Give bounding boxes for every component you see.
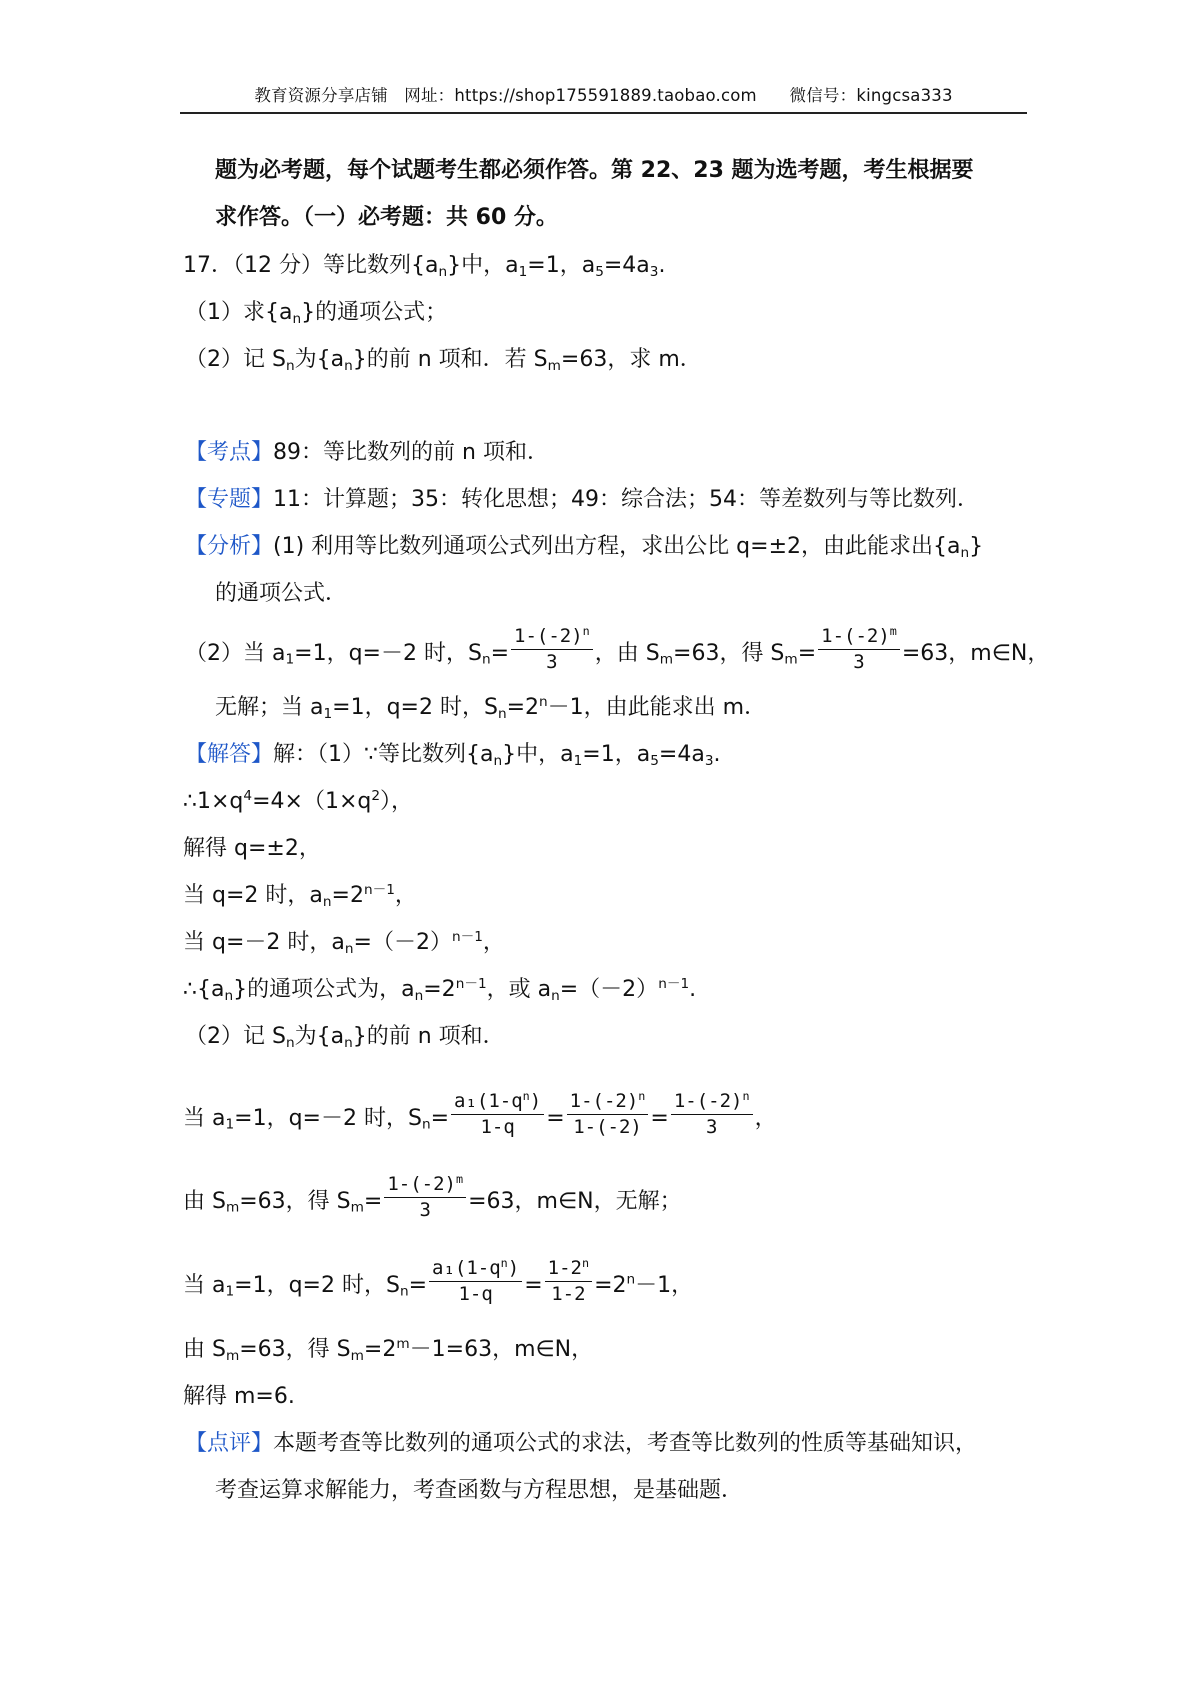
intro-line-1: 题为必考题，每个试题考生都必须作答。第 22、23 题为选考题，考生根据要 [215, 158, 974, 183]
fraction-sn-general: $\frac{a_1(1-q^n)}{1-q}$ [451, 1091, 544, 1139]
fraction-sn-q2-general: $\frac{a_1(1-q^n)}{1-q}$ [429, 1258, 522, 1306]
fraction-sn-q2-step: $\frac{1-2^n}{1-2}$ [545, 1258, 592, 1306]
problem-part-1: （1）求$\{a_n\}$的通项公式； [185, 300, 448, 327]
solution-line-12: 解得 m=6. [183, 1384, 295, 1409]
solution-line-9: 由 $S_m=63$，得 $S_m=$ $\frac{1-(-2)^m}{3}$ =63，m∈N，无解； [183, 1171, 682, 1221]
fenxi-tag: 【分析】 [185, 534, 274, 559]
jieda-line-1: 【解答】解：（1）∵等比数列$\{a_n\}$中，$a_1=1$，$a_5=4a_3$. [185, 742, 721, 769]
fraction-sm-solution: $\frac{1-(-2)^m}{3}$ [384, 1174, 466, 1222]
header-shop: 教育资源分享店铺 [254, 86, 388, 105]
fraction-sn-result: $\frac{1-(-2)^n}{3}$ [671, 1091, 753, 1139]
solution-line-7: （2）记 $S_n$为$\{a_n\}$的前 n 项和． [185, 1024, 505, 1051]
zhuanti-tag: 【专题】 [185, 487, 274, 512]
solution-line-3: 解得 q=±2， [183, 836, 321, 861]
solution-line-11: 由 $S_m=63$，得 $S_m=2^m-1=63$，m∈N， [183, 1335, 594, 1364]
header-url[interactable]: https://shop175591889.taobao.com [454, 86, 757, 105]
kaodian-line: 【考点】89：等比数列的前 n 项和． [185, 440, 549, 465]
fenxi-line-2: 的通项公式． [215, 581, 348, 606]
fenxi-line-3: （2）当 $a_1=1$，q=－2 时，$S_n=$ $\frac{1-(-2)^n}{3}$ ，由 $S_m=63$，得 $S_m=$ $\frac{1-(-2)^m}{3}$ =63，m∈N， [185, 623, 1050, 673]
fenxi-line-4: 无解；当 $a_1=1$，q=2 时，$S_n=2^n-1$，由此能求出 m． [215, 693, 767, 722]
fraction-sn-step: $\frac{1-(-2)^n}{1-(-2)}$ [567, 1091, 649, 1139]
solution-line-4: 当 q=2 时，$a_n=2^{n-1}$， [183, 881, 417, 910]
kaodian-tag: 【考点】 [185, 440, 274, 465]
dianping-line-2: 考查运算求解能力，考查函数与方程思想，是基础题． [215, 1478, 744, 1503]
solution-line-10: 当 $a_1=1$，q=2 时，$S_n=$ $\frac{a_1(1-q^n)}{1-q}$ = $\frac{1-2^n}{1-2}$ $=2^n-1$， [183, 1255, 694, 1305]
solution-line-5: 当 q=－2 时，$a_n=(-2)^{n-1}$， [183, 928, 505, 957]
problem-stem: 17．（12 分）等比数列$\{a_n\}$中，$a_1=1$，$a_5=4a_3$. [183, 253, 666, 280]
fenxi-line-1: 【分析】(1) 利用等比数列通项公式列出方程，求出公比 q=±2，由此能求出$\{a_n\}$ [185, 534, 984, 561]
jieda-tag: 【解答】 [185, 742, 274, 767]
fraction-sn: $\frac{1-(-2)^n}{3}$ [511, 626, 593, 674]
problem-part-2: （2）记 $S_n$为$\{a_n\}$的前 n 项和．若 $S_m=63$，求 m． [185, 347, 702, 374]
zhuanti-line: 【专题】11：计算题；35：转化思想；49：综合法；54：等差数列与等比数列． [185, 487, 979, 512]
intro-line-2: 求作答。（一）必考题：共 60 分。 [215, 205, 558, 230]
solution-line-2: $\therefore 1\times q^4=4\times(1\times q^2)$， [183, 787, 414, 814]
dianping-line-1: 【点评】本题考查等比数列的通项公式的求法，考查等比数列的性质等基础知识， [185, 1431, 978, 1456]
solution-line-8: 当 $a_1=1$，q=－2 时，$S_n=$ $\frac{a_1(1-q^n)}{1-q}$ = $\frac{1-(-2)^n}{1-(-2)}$ = $\frac{1-(-2)^n}{3}$ ， [183, 1088, 777, 1138]
header-wechat-label: 微信号： [789, 86, 857, 105]
header-wechat: kingcsa333 [856, 86, 953, 105]
dianping-tag: 【点评】 [185, 1431, 274, 1456]
header-url-label: 网址： [404, 86, 455, 105]
solution-line-6: $\therefore\{a_n\}$的通项公式为，$a_n=2^{n-1}$，或 $a_n=(-2)^{n-1}$. [183, 975, 697, 1004]
fraction-sm: $\frac{1-(-2)^m}{3}$ [818, 626, 900, 674]
page-header [180, 82, 1027, 114]
